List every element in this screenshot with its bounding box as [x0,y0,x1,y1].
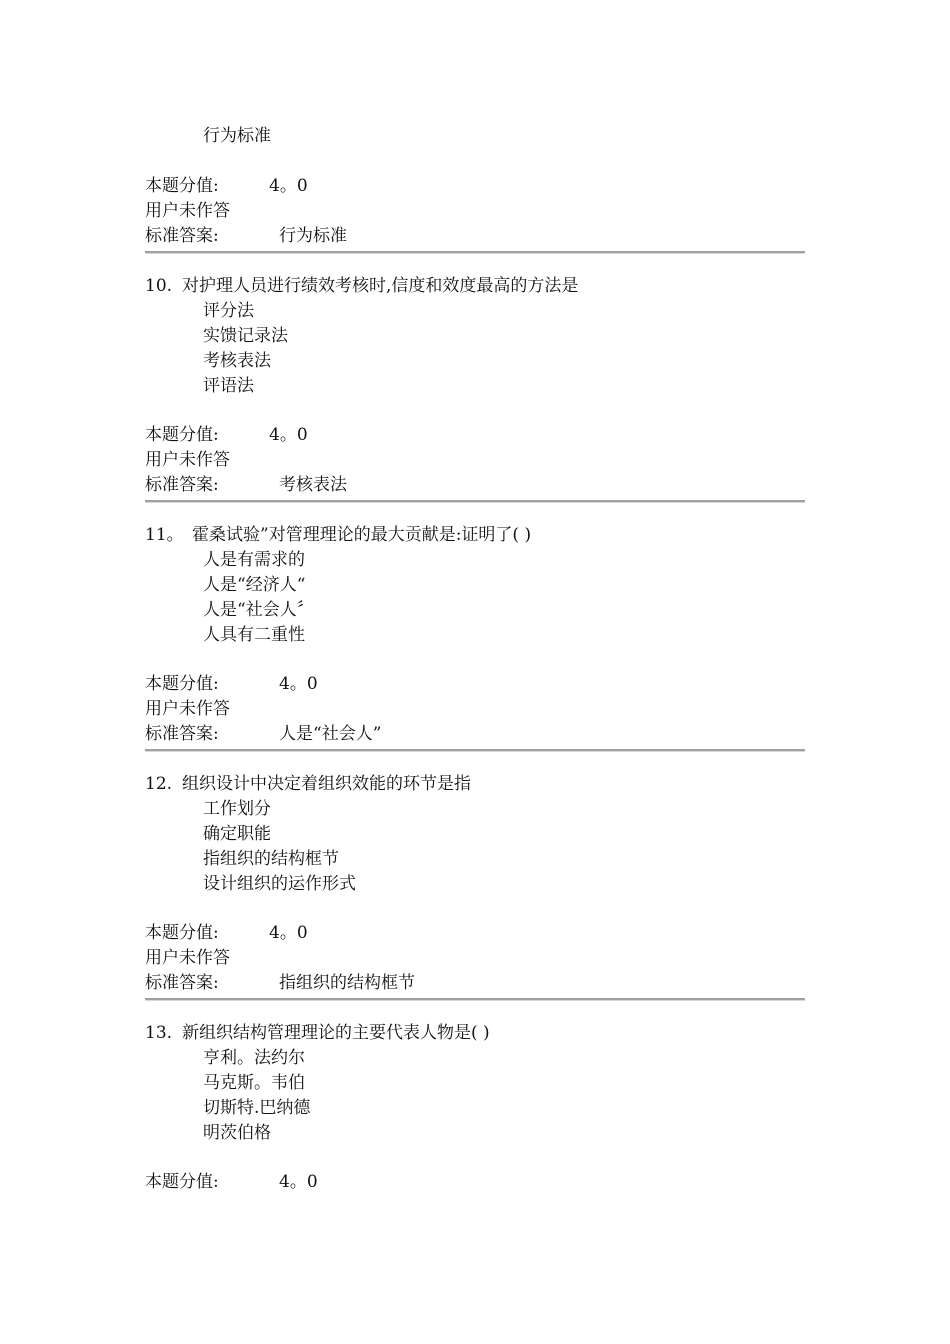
answer-value: 行为标准 [279,226,347,246]
score-row [145,673,318,695]
score-row [145,175,308,197]
user-status: 用户未作答 [145,201,230,221]
answer-label: 标准答案: [145,973,219,993]
question-number: 12. [145,774,173,794]
question-title [145,275,579,297]
option-item: 明茨伯格 [203,1123,271,1143]
score-value: 4。0 [279,1172,318,1192]
answer-value: 指组织的结构框节 [279,973,415,993]
score-label: 本题分值: [145,1172,219,1192]
score-label: 本题分值: [145,425,219,445]
score-value: 4。0 [269,923,308,943]
question-number: 10. [145,276,173,296]
user-status: 用户未作答 [145,699,230,719]
question-title [145,1022,490,1044]
question-text: 对护理人员进行绩效考核时,信度和效度最高的方法是 [182,276,579,296]
answer-row [145,474,347,496]
question-text: 组织设计中决定着组织效能的环节是指 [182,774,471,794]
answer-label: 标准答案: [145,724,219,744]
option-item: 设计组织的运作形式 [203,874,356,894]
question-title [145,773,471,795]
answer-label: 标准答案: [145,226,219,246]
answer-label: 标准答案: [145,475,219,495]
answer-row [145,972,415,994]
score-label: 本题分值: [145,674,219,694]
divider [145,251,805,254]
answer-row [145,225,347,247]
option-item: 亨利。法约尔 [203,1048,305,1068]
score-row [145,1171,318,1193]
divider [145,749,805,752]
answer-row [145,723,382,745]
user-status: 用户未作答 [145,450,230,470]
option-item: 确定职能 [203,824,271,844]
score-label: 本题分值: [145,176,219,196]
question-text: 新组织结构管理理论的主要代表人物是( ) [182,1023,490,1043]
option-item: 人是有需求的 [203,550,305,570]
option-item: 马克斯。韦伯 [203,1073,305,1093]
score-row [145,424,308,446]
option-item: 人是“经济人“ [203,575,306,595]
score-row [145,922,308,944]
option-item: 行为标准 [203,126,271,146]
option-item: 切斯特.巴纳德 [203,1098,311,1118]
option-item: 评语法 [203,376,254,396]
divider [145,500,805,503]
question-title [145,524,532,546]
option-item: 实馈记录法 [203,326,288,346]
question-number: 13. [145,1023,173,1043]
divider [145,998,805,1001]
option-item: 人是“社会人〞 [203,600,314,620]
score-value: 4。0 [269,176,308,196]
question-number: 11。 [145,525,184,545]
answer-value: 考核表法 [279,475,347,495]
score-label: 本题分值: [145,923,219,943]
answer-value: 人是“社会人” [279,724,382,744]
option-item: 工作划分 [203,799,271,819]
option-item: 指组织的结构框节 [203,849,339,869]
option-item: 评分法 [203,301,254,321]
question-text: 霍桑试验”对管理理论的最大贡献是:证明了( ) [192,525,532,545]
score-value: 4。0 [269,425,308,445]
score-value: 4。0 [279,674,318,694]
user-status: 用户未作答 [145,948,230,968]
option-item: 考核表法 [203,351,271,371]
option-item: 人具有二重性 [203,625,305,645]
